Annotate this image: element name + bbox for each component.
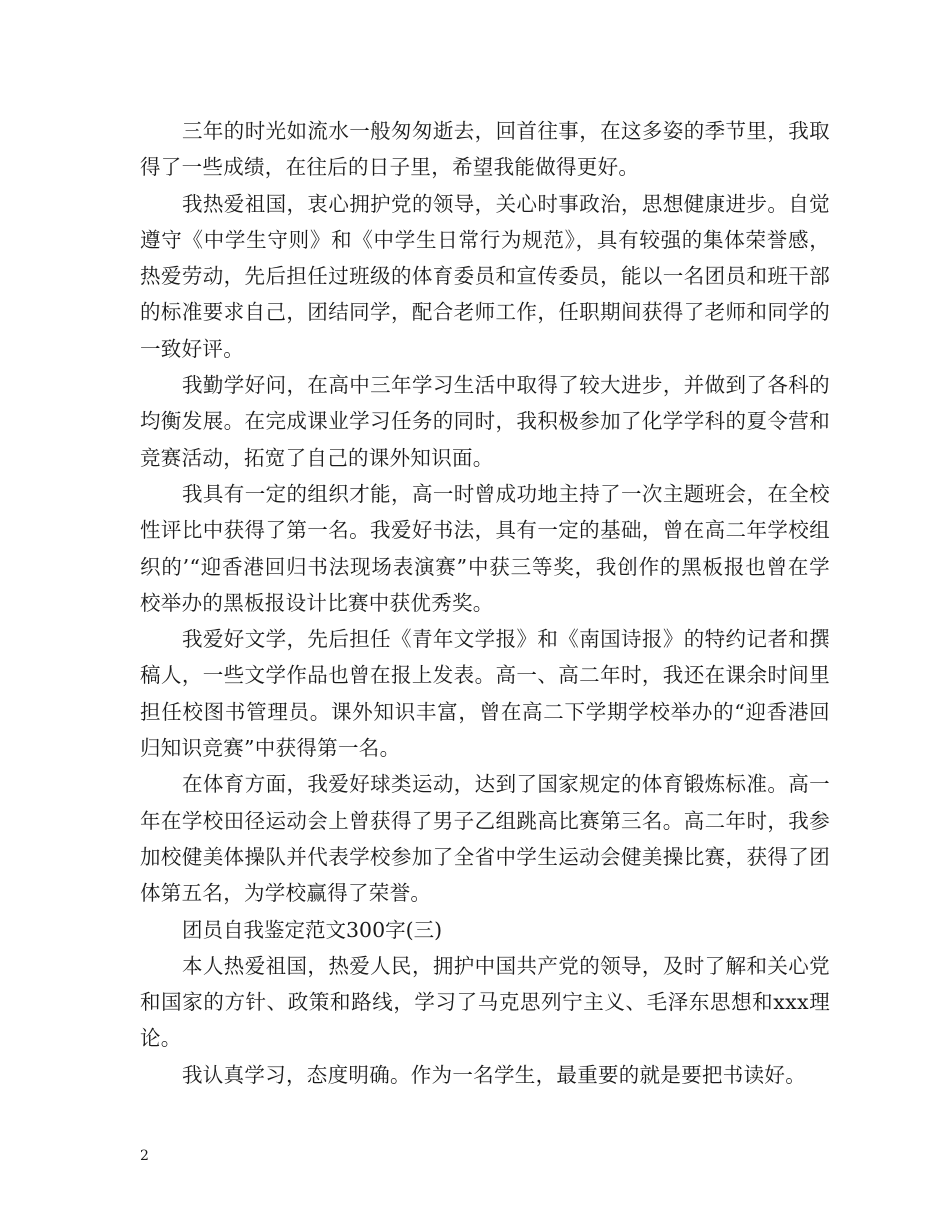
paragraph-attitude: 我认真学习，态度明确。作为一名学生，最重要的就是要把书读好。 [182, 1062, 806, 1087]
paragraph-intro: 三年的时光如流水一般匆匆逝去，回首往事，在这多姿的季节里，我取得了一些成绩，在往后的日子里，希望我能做得更好。 [140, 119, 830, 180]
page-number: 2 [140, 1148, 149, 1164]
section-heading: 团员自我鉴定范文300字(三) [182, 917, 443, 942]
paragraph-organization: 我具有一定的组织才能，高一时曾成功地主持了一次主题班会，在全校性评比中获得了第一名。我爱好书法，具有一定的基础，曾在高二年学校组织的’“迎香港回归书法现场表演赛”中获三等奖，我创作的黑板报也曾在学校举办的黑板报设计比赛中获优秀奖。 [140, 481, 830, 615]
document-body [140, 113, 830, 1093]
paragraph-study: 我勤学好问，在高中三年学习生活中取得了较大进步，并做到了各科的均衡发展。在完成课业学习任务的同时，我积极参加了化学学科的夏令营和竞赛活动，拓宽了自己的课外知识面。 [140, 373, 830, 470]
paragraph-patriotism: 我热爱祖国，衷心拥护党的领导，关心时事政治，思想健康进步。自觉遵守《中学生守则》和《中学生日常行为规范》，具有较强的集体荣誉感，热爱劳动，先后担任过班级的体育委员和宣传委员，能以一名团员和班干部的标准要求自己，团结同学，配合老师工作，任职期间获得了老师和同学的一致好评。 [140, 191, 830, 361]
paragraph-literature: 我爱好文学，先后担任《青年文学报》和《南国诗报》的特约记者和撰稿人，一些文学作品也曾在报上发表。高一、高二年时，我还在课余时间里担任校图书管理员。课外知识丰富，曾在高二下学期学校举办的“迎香港回归知识竞赛”中获得第一名。 [140, 627, 830, 761]
paragraph-sports: 在体育方面，我爱好球类运动，达到了国家规定的体育锻炼标准。高一年在学校田径运动会上曾获得了男子乙组跳高比赛第三名。高二年时，我参加校健美体操队并代表学校参加了全省中学生运动会健美操比赛，获得了团体第五名，为学校赢得了荣誉。 [140, 772, 830, 906]
paragraph-party: 本人热爱祖国，热爱人民，拥护中国共产党的领导，及时了解和关心党和国家的方针、政策和路线，学习了马克思列宁主义、毛泽东思想和xxx理论。 [140, 953, 830, 1051]
